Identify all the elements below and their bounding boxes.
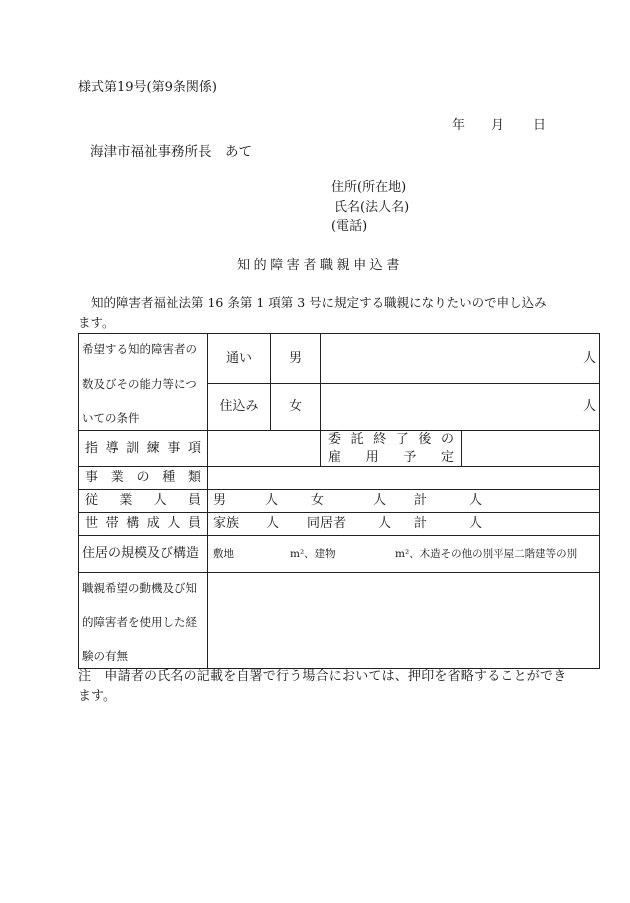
label-glyph: 事 xyxy=(85,470,99,485)
live-in-count-cell xyxy=(321,384,600,431)
label-glyph: 員 xyxy=(187,516,201,531)
label-glyph: 世 xyxy=(85,516,99,531)
staff-female-unit: 人 xyxy=(373,493,387,508)
applicant-address-label: 住所(所在地) xyxy=(331,180,407,195)
motive-label-line: 職親希望の動機及び知 xyxy=(82,581,197,595)
live-in-type-cell xyxy=(208,384,271,431)
housing-building-label: m²、建物 xyxy=(290,548,336,560)
live-in-sex-label: 女 xyxy=(288,399,302,414)
date-month-label: 月 xyxy=(491,118,505,133)
household-total-unit: 人 xyxy=(469,516,483,531)
motive-label-cell xyxy=(79,573,208,669)
household-label xyxy=(85,516,201,532)
form-number: 様式第19号(第9条関係) xyxy=(78,80,217,95)
label-glyph: 種 xyxy=(162,470,176,485)
intro-line-1: 知的障害者福祉法第 16 条第 1 項第 3 号に規定する職親になりたいので申し込み xyxy=(91,295,547,310)
staff-label-cell xyxy=(79,490,208,513)
date-year-label: 年 xyxy=(452,118,466,133)
household-family-label: 家族 xyxy=(213,516,240,531)
staff-total-label: 計 xyxy=(414,493,428,508)
live-in-sex-cell xyxy=(271,384,321,431)
label-glyph: 雇 xyxy=(328,449,342,465)
housing-label: 住居の規模及び構造 xyxy=(82,546,200,561)
motive-label-line: 的障害者を使用した経 xyxy=(82,615,197,629)
commute-sex-label: 男 xyxy=(288,350,302,366)
business-label xyxy=(85,470,201,486)
training-value-cell xyxy=(208,431,321,467)
housing-structure-label: m²、木造その他の別平屋二階建等の別 xyxy=(395,548,578,560)
staff-value-cell xyxy=(208,490,600,513)
application-table xyxy=(78,333,600,669)
label-glyph: 指 xyxy=(85,440,99,456)
label-glyph: 構 xyxy=(126,516,140,531)
employment-plan-label xyxy=(328,431,454,467)
commute-count-cell xyxy=(321,334,600,384)
label-glyph: 導 xyxy=(105,440,119,456)
conditions-label-line: いての条件 xyxy=(82,411,140,425)
employment-plan-label-cell xyxy=(321,431,462,467)
housing-value-cell xyxy=(208,536,600,573)
label-glyph: 予 xyxy=(403,449,417,465)
business-value-cell xyxy=(208,467,600,490)
commute-type-label: 通い xyxy=(225,350,252,366)
note-line-2: ます。 xyxy=(78,689,116,704)
training-label xyxy=(85,441,201,457)
household-value-cell xyxy=(208,513,600,536)
label-glyph: 後 xyxy=(418,431,432,447)
live-in-type-label: 住込み xyxy=(219,399,259,414)
business-label-cell xyxy=(79,467,208,490)
label-glyph: 帯 xyxy=(105,516,119,531)
applicant-phone-label: (電話) xyxy=(331,219,368,234)
label-glyph: 業 xyxy=(119,493,133,508)
employment-plan-label-line xyxy=(328,431,454,449)
label-glyph: 成 xyxy=(146,516,160,531)
addressee: 海津市福祉事務所長 あて xyxy=(90,144,252,160)
conditions-label xyxy=(82,342,205,426)
commute-sex-cell xyxy=(271,334,321,384)
motive-label-line: 験の有無 xyxy=(82,649,128,663)
housing-site-label: 敷地 xyxy=(213,548,234,560)
household-cohabitant-label: 同居者 xyxy=(307,516,347,531)
household-family-unit: 人 xyxy=(266,516,280,531)
commute-type-cell xyxy=(208,334,271,384)
applicant-name-label: 氏名(法人名) xyxy=(334,200,410,215)
date-day-label: 日 xyxy=(533,118,547,133)
label-glyph: の xyxy=(440,431,454,447)
household-label-cell xyxy=(79,513,208,536)
label-glyph: 用 xyxy=(365,449,379,465)
staff-male-unit: 人 xyxy=(265,493,279,508)
household-cohabitant-unit: 人 xyxy=(378,516,392,531)
label-glyph: 業 xyxy=(110,470,124,485)
label-glyph: 練 xyxy=(146,440,160,456)
housing-label-cell xyxy=(79,536,208,573)
conditions-label-cell xyxy=(79,334,208,431)
conditions-label-line: 数及びその能力等につ xyxy=(82,376,197,391)
label-glyph: 人 xyxy=(153,493,167,508)
note-line-1: 注 申請者の氏名の記載を自署で行う場合においては、押印を省略することができ xyxy=(78,669,567,684)
label-glyph: 定 xyxy=(440,449,454,465)
label-glyph: 項 xyxy=(187,440,201,456)
live-in-count-unit: 人 xyxy=(582,399,596,414)
label-glyph: の xyxy=(136,470,150,485)
label-glyph: 員 xyxy=(187,493,201,508)
commute-count-unit: 人 xyxy=(582,350,596,366)
label-glyph: 委 xyxy=(328,431,342,447)
label-glyph: 類 xyxy=(187,470,201,485)
conditions-label-line: 希望する知的障害者の xyxy=(82,342,197,356)
motive-label xyxy=(82,581,205,664)
motive-value-cell xyxy=(208,573,600,669)
staff-male-label: 男 xyxy=(213,493,227,508)
label-glyph: 人 xyxy=(167,516,181,531)
household-total-label: 計 xyxy=(414,516,428,531)
label-glyph: 終 xyxy=(373,431,387,447)
staff-label xyxy=(85,493,201,509)
label-glyph: 了 xyxy=(395,431,409,447)
employment-plan-value-cell xyxy=(462,431,600,467)
label-glyph: 従 xyxy=(85,493,99,508)
label-glyph: 託 xyxy=(350,431,364,447)
label-glyph: 事 xyxy=(167,440,181,456)
staff-female-label: 女 xyxy=(311,493,325,508)
form-title: 知的障害者職親申込書 xyxy=(237,258,404,273)
label-glyph: 訓 xyxy=(126,440,140,456)
staff-total-unit: 人 xyxy=(469,493,483,508)
intro-line-2: ます。 xyxy=(78,315,115,330)
employment-plan-label-line xyxy=(328,449,454,467)
training-label-cell xyxy=(79,431,208,467)
